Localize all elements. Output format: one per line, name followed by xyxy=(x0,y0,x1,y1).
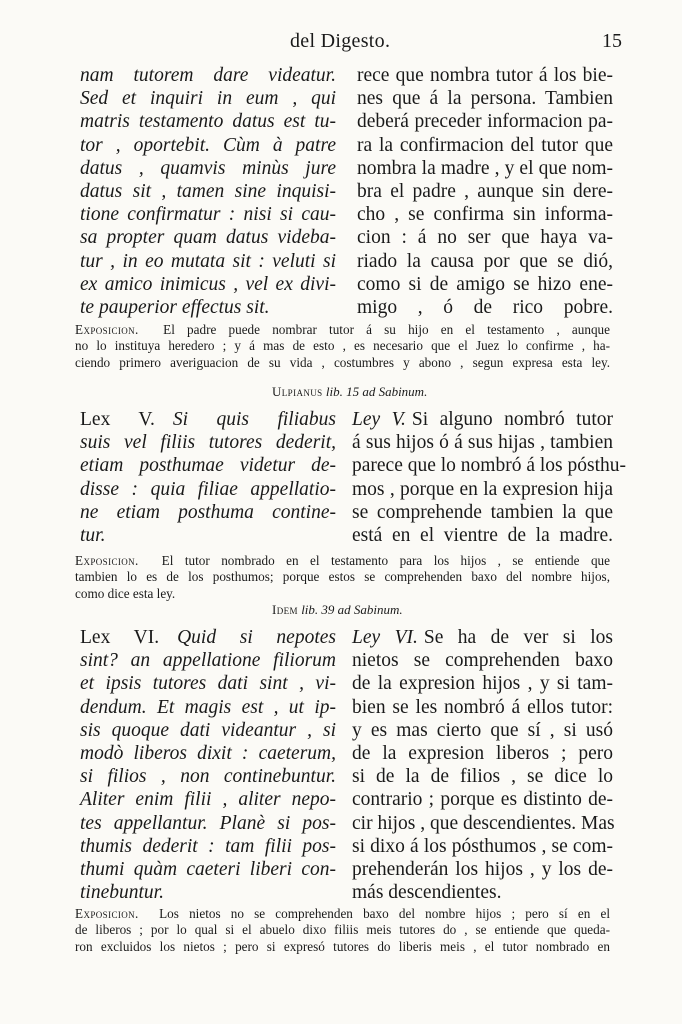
latin-line: Aliter enim filii , aliter nepo- xyxy=(80,789,336,811)
spanish-line: si de la de filios , se dice lo xyxy=(352,766,613,788)
spanish-line: migo , ó de rico pobre. xyxy=(357,296,613,318)
spanish-text: Se ha de ver si los xyxy=(423,627,613,648)
latin-line: Sed et inquiri in eum , qui xyxy=(80,88,336,110)
source-citation-2 xyxy=(272,602,403,618)
exposicion-line xyxy=(75,553,610,569)
spanish-line: contrario ; porque es distinto de- xyxy=(352,789,613,811)
exposicion-line: de liberos ; por lo qual si el abuelo dixo filiis meis tutores do , se entiende que queda- xyxy=(75,922,610,938)
latin-line: datus sit , tamen sine inquisi- xyxy=(80,180,336,202)
spanish-line: ra la confirmacion del tutor que xyxy=(357,134,613,156)
latin-column-2 xyxy=(80,408,336,547)
latin-line: thumis dederit : tam filii pos- xyxy=(80,835,336,857)
latin-line: matris testamento datus est tu- xyxy=(80,111,336,133)
spanish-line: si dixo á los pósthumos , se com- xyxy=(352,835,613,857)
latin-line: nam tutorem dare videatur. xyxy=(80,65,336,86)
spanish-line: y es mas cierto que sí , si usó xyxy=(352,719,613,741)
latin-line: tione confirmatur : nisi si cau- xyxy=(80,204,336,226)
latin-line: te pauperior effectus sit. xyxy=(80,296,270,318)
latin-line: ex amico inimicus , vel ex divi- xyxy=(80,273,336,295)
spanish-column-1 xyxy=(357,64,613,319)
exposicion-line: tambien lo es de los posthumos; porque estos se comprehenden baxo del nombre hijos, xyxy=(75,569,610,585)
spanish-text: Si alguno nombró tutor xyxy=(411,409,614,430)
source-author: Ulpianus xyxy=(272,384,323,399)
exposicion-text: Los nietos no se comprehenden baxo del nombre hijos ; pero sí en el xyxy=(159,906,610,921)
spanish-line: deberá preceder informacion pa- xyxy=(357,111,613,133)
latin-line: disse : quia filiae appellatio- xyxy=(80,478,336,500)
latin-line: et ipsis tutores dati sint , vi- xyxy=(80,673,336,695)
exposicion-label: Exposicion. xyxy=(75,906,139,921)
ley-heading: Ley VI. xyxy=(352,627,418,648)
spanish-column-2 xyxy=(352,408,627,547)
latin-line: tes appellantur. Planè si pos- xyxy=(80,812,336,834)
latin-text: Quid si nepotes xyxy=(177,627,336,648)
exposicion-3 xyxy=(75,906,610,955)
spanish-line: de la expresion liberos ; pero xyxy=(352,742,613,764)
lex-heading: Lex VI. xyxy=(80,627,160,648)
spanish-line: nes que á la persona. Tambien xyxy=(357,88,613,110)
exposicion-text: El tutor nombrado en el testamento para los hijos , se entiende que xyxy=(161,553,610,568)
exposicion-2 xyxy=(75,553,610,602)
spanish-line: rece que nombra tutor á los bie- xyxy=(357,65,613,86)
exposicion-label: Exposicion. xyxy=(75,322,139,337)
latin-line: tur , in eo mutata sit : veluti si xyxy=(80,250,336,272)
exposicion-label: Exposicion. xyxy=(75,553,139,568)
spanish-line xyxy=(352,626,613,649)
latin-line: datus , quamvis minùs jure xyxy=(80,157,336,179)
latin-line xyxy=(80,626,336,649)
ley-heading: Ley V. xyxy=(352,409,406,430)
spanish-line: se comprehende tambien la que xyxy=(352,501,613,523)
exposicion-1 xyxy=(75,322,610,371)
latin-line: tinebuntur. xyxy=(80,882,164,904)
latin-line: modò liberos dixit : caeterum, xyxy=(80,742,336,764)
running-head xyxy=(0,30,682,54)
spanish-line: prehenderán los hijos , y los de- xyxy=(352,858,613,880)
spanish-line: más descendientes. xyxy=(352,882,502,904)
exposicion-line: ciendo primero averiguacion de su vida , costumbres y abono , segun expresa esta ley. xyxy=(75,354,610,370)
latin-line: suis vel filiis tutores dederit, xyxy=(80,432,336,454)
source-reference: lib. 39 ad Sabinum. xyxy=(301,602,403,617)
exposicion-line: no lo instituya heredero ; y á mas de esto , es necesario que el Juez lo confirme , ha- xyxy=(75,338,610,354)
latin-line: ne etiam posthuma contine- xyxy=(80,501,336,523)
spanish-line: nietos se comprehenden baxo xyxy=(352,650,613,672)
exposicion-line xyxy=(75,322,610,338)
exposicion-text: El padre puede nombrar tutor á su hijo en el testamento , aunque xyxy=(163,322,611,337)
latin-line: sis quoque dati videantur , si xyxy=(80,719,336,741)
spanish-line: riado la causa por que se dió, xyxy=(357,250,613,272)
spanish-line: como si de amigo se hizo ene- xyxy=(357,273,613,295)
spanish-line xyxy=(352,408,613,431)
source-citation-1 xyxy=(272,384,427,400)
spanish-line: bra el padre , aunque sin dere- xyxy=(357,180,613,202)
spanish-column-3 xyxy=(352,626,613,904)
latin-line: dendum. Et magis est , ut ip- xyxy=(80,696,336,718)
spanish-line: á sus hijos ó á sus hijas , tambien xyxy=(352,432,613,454)
source-reference: lib. 15 ad Sabinum. xyxy=(325,384,428,399)
latin-line: si filios , non continebuntur. xyxy=(80,766,336,788)
latin-line: sint? an appellatione filiorum xyxy=(80,650,336,672)
spanish-line: mos , porque en la expresion hija xyxy=(352,478,613,500)
latin-line xyxy=(80,408,336,431)
exposicion-line: como dice esta ley. xyxy=(75,585,176,601)
spanish-line: cion : á no ser que haya va- xyxy=(357,227,613,249)
spanish-line: parece que lo nombró á los pósthu- xyxy=(352,455,627,477)
spanish-line: está en el vientre de la madre. xyxy=(352,524,613,546)
exposicion-line: ron excluidos los nietos ; pero si expresó tutores do liberis meis , el tutor nombrado en xyxy=(75,938,610,954)
page-number: 15 xyxy=(602,30,622,52)
latin-line: etiam posthumae videtur de- xyxy=(80,455,336,477)
spanish-line: nombra la madre , y el que nom- xyxy=(357,157,613,179)
latin-line: tur. xyxy=(80,524,106,546)
spanish-line: bien se les nombró á ellos tutor: xyxy=(352,696,613,718)
spanish-line: cho , se confirma sin informa- xyxy=(357,204,613,226)
latin-column-1 xyxy=(80,64,336,319)
lex-heading: Lex V. xyxy=(80,409,155,430)
latin-text: Si quis filiabus xyxy=(172,409,336,430)
latin-line: sa propter quam datus videba- xyxy=(80,227,336,249)
source-author: Idem xyxy=(272,602,298,617)
latin-column-3 xyxy=(80,626,336,904)
running-title: del Digesto. xyxy=(290,30,391,52)
spanish-line: de la expresion hijos , y si tam- xyxy=(352,673,613,695)
spanish-line: cir hijos , que descendientes. Mas xyxy=(352,812,615,834)
latin-line: thumi quàm caeteri liberi con- xyxy=(80,858,336,880)
exposicion-line xyxy=(75,906,610,922)
latin-line: tor , oportebit. Cùm à patre xyxy=(80,134,336,156)
